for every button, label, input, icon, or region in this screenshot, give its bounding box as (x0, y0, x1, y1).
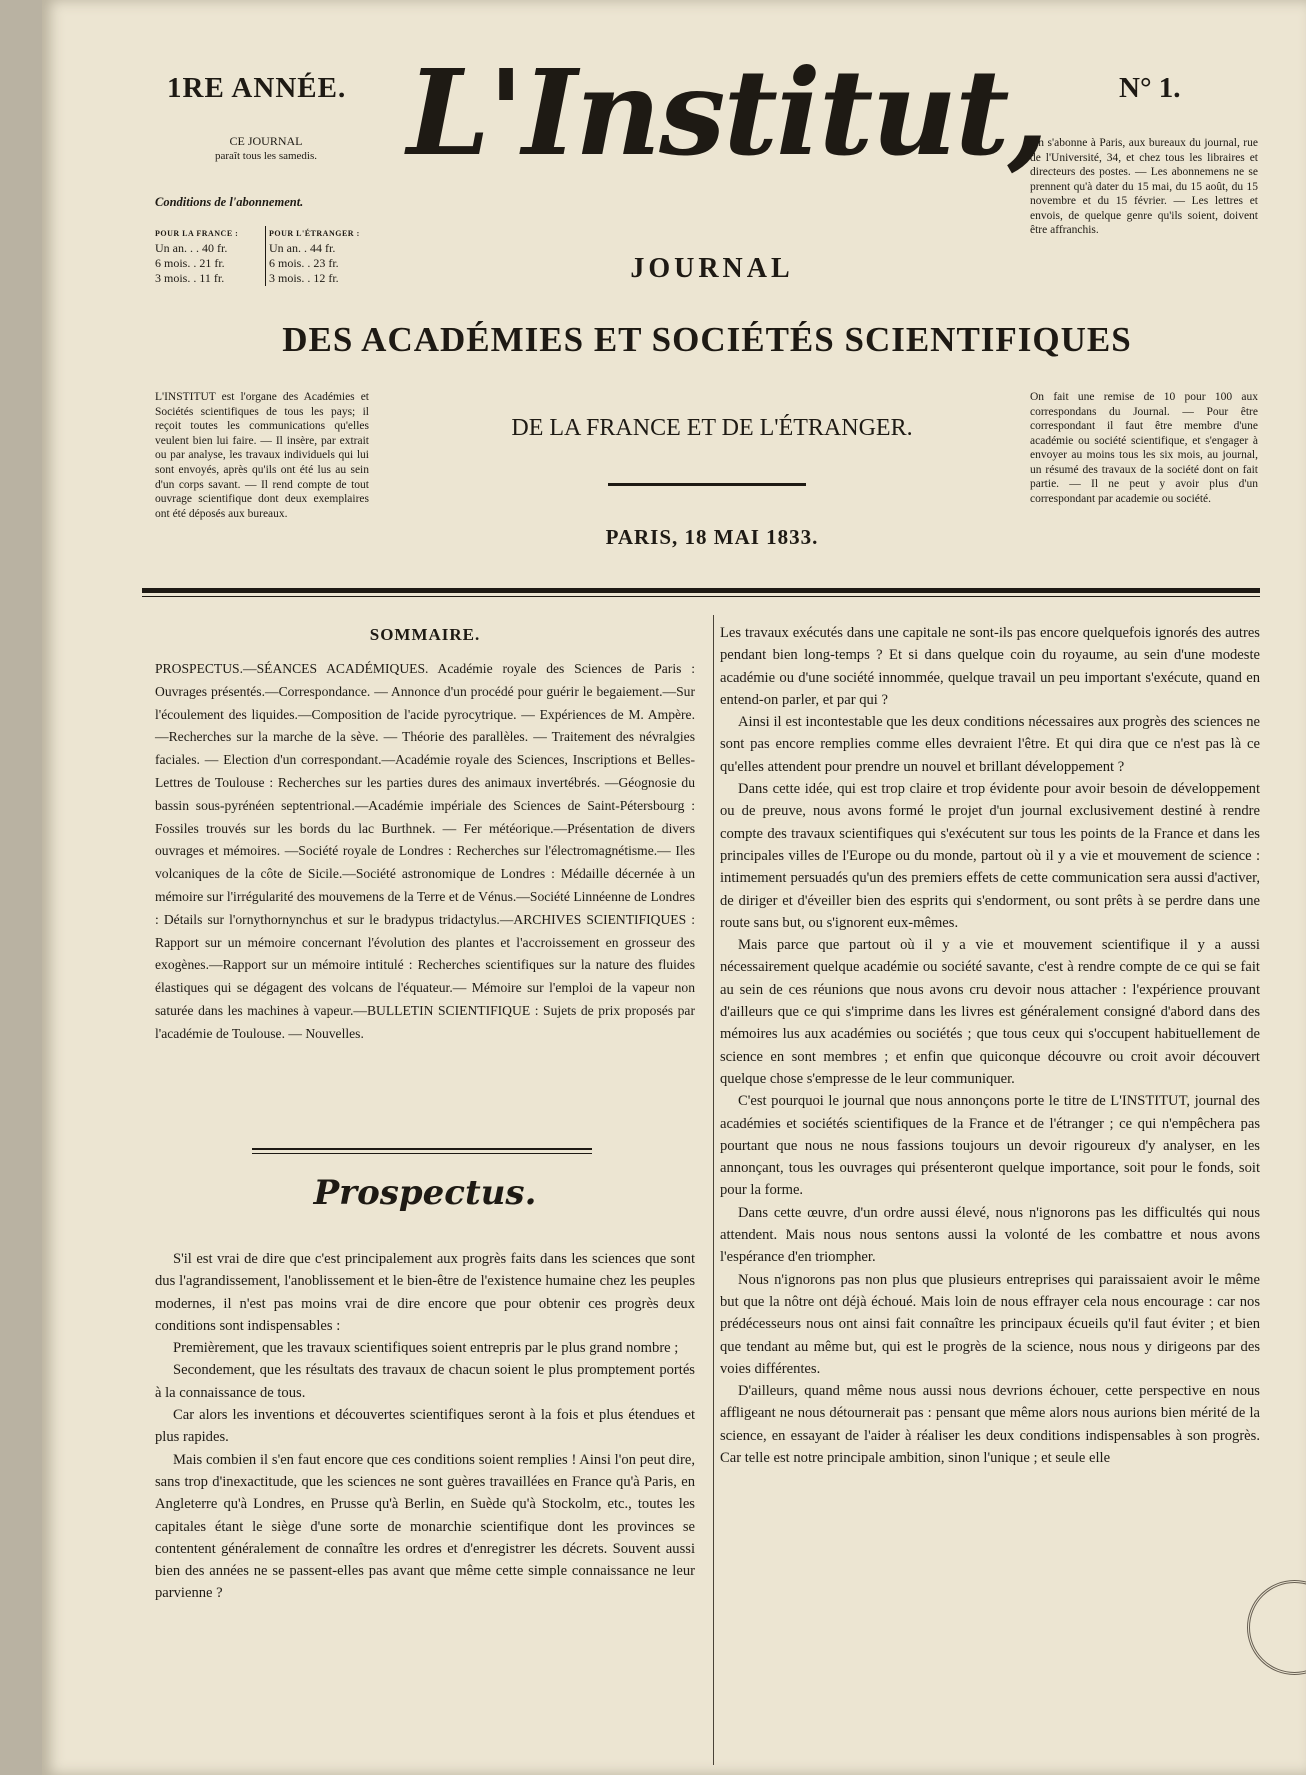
column-divider (713, 615, 714, 1765)
subheadline: DE LA FRANCE ET DE L'ÉTRANGER. (511, 415, 913, 441)
short-separator (608, 483, 806, 486)
prospectus-paragraph: Premièrement, que les travaux scientifiques soient entrepris par le plus grand nombre ; (173, 1340, 679, 1357)
france-header: POUR LA FRANCE : (155, 229, 239, 238)
correspondent-info: On fait une remise de 10 pour 100 aux correspondans du Journal. — Pour être correspondant il faut être membre d'une académie ou société scientifique, et s'engager à envoyer au moins tous les six mois, au journal, un résumé des travaux de la société dont on fait partie. — Il ne peut y avoir plus d'un correspondant par academie ou société. (1030, 391, 1258, 505)
sommaire-title: SOMMAIRE. (369, 625, 481, 644)
prospectus-paragraph: Car alors les inventions et découvertes scientifiques seront à la fois et plus étendues et plus rapides. (155, 1407, 695, 1446)
year-label: 1RE ANNÉE. (167, 72, 347, 104)
header-rule-thick (142, 588, 1260, 593)
prospectus-paragraph: S'il est vrai de dire que c'est principalement aux progrès faits dans les sciences que sont dus l'agrandissement, l'anoblissement et le bien-être de l'existence humaine chez les peuples modernes, il n'est pas moins vrai de dire encore que pour obtenir ces progrès deux conditions sont indispensables : (155, 1251, 695, 1334)
headline: DES ACADÉMIES ET SOCIÉTÉS SCIENTIFIQUES (282, 320, 1132, 359)
article-paragraph: Nous n'ignorons pas non plus que plusieurs entreprises qui paraissaient avoir le même but que la nôtre ont déjà échoué. Mais loin de nous effrayer cela nous encourage : car nos prédécesseurs nous ont ainsi fait connaître les principaux écueils qu'il faut éviter ; et bien que tendant au même but, qui est le progrès de la science, nous nous y dirigeons par des voies différentes. (720, 1271, 1260, 1377)
france-row: 3 mois. . 11 fr. (155, 271, 225, 285)
article-paragraph: Dans cette œuvre, d'un ordre aussi élevé, nous n'ignorons pas les difficultés qui nous attendent. Mais nous nous sentons aussi la volonté de les combattre et nous avons l'espérance d'en triompher. (720, 1204, 1260, 1266)
library-stamp (1247, 1580, 1306, 1675)
subscription-table (155, 226, 377, 286)
issue-date: PARIS, 18 MAI 1833. (605, 525, 819, 549)
masthead-title: L'Institut, (407, 43, 1047, 182)
article-paragraph: C'est pourquoi le journal que nous annonçons porte le titre de L'INSTITUT, journal des académies et sociétés scientifiques de la France et de l'étranger ; ce qui n'empêchera pas pourtant que nous ne nous fassions toujours un devoir rigoureux d'y analyser, en les annonçant, tous les ouvrages qui présenteront quelque importance, soit pour le fonds, soit pour la forme. (720, 1093, 1260, 1199)
france-row: 6 mois. . 21 fr. (155, 256, 225, 270)
journal-line-2: paraît tous les samedis. (214, 150, 318, 162)
etranger-header: POUR L'ÉTRANGER : (269, 229, 360, 238)
issue-number: N° 1. (1119, 72, 1181, 104)
header-rule-thin (142, 596, 1260, 597)
article-paragraph: D'ailleurs, quand même nous aussi nous devrions échouer, cette perspective en nous affligeant ne nous détournerait pas : pensant que même alors nous aurions bien mérité de la science, en essayant de l'aider à réaliser les deux conditions indispensables à son progrès. Car telle est notre principale ambition, sinon l'unique ; et seule elle (720, 1383, 1260, 1466)
article-paragraph: Les travaux exécutés dans une capitale ne sont-ils pas encore quelquefois ignorés des autres pendant bien long-temps ? Et si dans quelque coin du royaume, au sein d'une modeste académie ou d'une société innommée, quelque travail un peu important s'exécute, quand en entend-on parler, et par qui ? (720, 625, 1260, 708)
article-paragraph: Mais parce que partout où il y a vie et mouvement scientifique il y a aussi nécessairement quelque académie ou société savante, c'est à rendre compte de ce qui se fait au sein de ces réunions que nous avons cru devoir nous attacher : l'expérience prouvant d'ailleurs que ce qui s'imprime dans les livres est généralement consigné d'abord dans des mémoires lus aux académies ou sociétés ; que tous ceux qui s'occupent habituellement de science en sont membres ; et enfin que quiconque découvre ou croit avoir découvert quelque chose s'empresse de le leur communiquer. (720, 937, 1260, 1087)
prospectus-paragraph: Mais combien il s'en faut encore que ces conditions soient remplies ! Ainsi l'on peut dire, sans trop d'inexactitude, que les sciences ne sont guères travaillées en France qu'à Paris, en Angleterre qu'à Londres, en Prusse qu'à Berlin, en Suède qu'à Stockolm, etc., toutes les capitales étant le siège d'une sorte de monarchie scientifique dont les provinces se contentent généralement de connaître les ordres et d'enregistrer les décrets. Souvent aussi bien des années ne se passent-elles pas avant que même cette simple connaissance ne leur parvienne ? (155, 1451, 695, 1602)
journal-word: JOURNAL (630, 253, 794, 284)
etranger-row: Un an. . 44 fr. (269, 241, 336, 255)
prospectus-body (155, 1248, 695, 1605)
prospectus-paragraph: Secondement, que les résultats des travaux de chacun soient le plus promptement portés à la connaissance de tous. (155, 1362, 695, 1401)
etranger-column (266, 226, 377, 286)
etranger-row: 6 mois. . 23 fr. (269, 256, 339, 270)
journal-line-1: CE JOURNAL (229, 134, 303, 148)
etranger-row: 3 mois. . 12 fr. (269, 271, 339, 285)
article-paragraph: Dans cette idée, qui est trop claire et trop évidente pour avoir besoin de développement ou de preuve, nous avons formé le projet d'un journal exclusivement destiné à rendre compte des travaux scientifiques qui s'exécutent sur tous les points de la France et dans les principales villes de l'Europe ou du monde, partout où il y a vie et mouvement de science : intimement persuadés qu'un des premiers effets de cette communication sera aussi d'activer, de diriger et d'éveiller bien des esprits qui s'endorment, ou sont prêts à se perdre dans une route sans but, ou s'ignorent eux-mêmes. (720, 781, 1260, 931)
article-paragraph: Ainsi il est incontestable que les deux conditions nécessaires aux progrès des sciences ne sont pas encore remplies comme elles devraient l'être. Et qui dira que ce n'est pas là ce qu'elles attendent pour prendre un nouvel et brillant développement ? (720, 714, 1260, 775)
france-column (155, 226, 266, 286)
journal-frequency (155, 134, 377, 164)
newspaper-page (42, 0, 1306, 1775)
subscription-info: On s'abonne à Paris, aux bureaux du journal, rue de l'Université, 34, et chez tous les libraires et directeurs des postes. — Les abonnemens ne se prennent qu'à dater du 15 mai, du 15 août, du 15 novembre et du 15 février. — Les lettres et envois, de quelque genre qu'ils soient, doivent être affranchis. (1030, 137, 1258, 236)
sommaire-text (155, 658, 695, 1046)
about-institut: L'INSTITUT est l'organe des Académies et Sociétés scientifiques de tous les pays; il reçoit toutes les communications qu'elles veulent bien lui faire. — Il insère, par extrait ou par analyse, les travaux individuels qui lui sont envoyés, après qu'ils ont été lus au sein d'un corps savant. — Il rend compte de tout ouvrage scientifique dont deux exemplaires ont été déposés aux bureaux. (155, 391, 369, 520)
prospectus-title: Prospectus. (313, 1173, 537, 1213)
sommaire-paragraph: PROSPECTUS.—SÉANCES ACADÉMIQUES. Académie royale des Sciences de Paris : Ouvrages présentés.—Correspondance. — Annonce d'un procédé pour guérir le begaiement.—Sur l'écoulement des liquides.—Composition de l'acide pyrocytrique. — Expériences de M. Ampère. —Recherches sur la marche de la sève. — Théorie des parallèles. — Traitement des névralgies faciales. — Election d'un correspondant.—Académie royale des Sciences, Inscriptions et Belles-Lettres de Toulouse : Recherches sur les parties dures des animaux invertébrés. —Géognosie du bassin sous-pyrénéen septentrional.—Académie impériale des Sciences de Saint-Pétersbourg : Fossiles trouvés sur les bords du lac Burthnek. — Fer météorique.—Présentation de divers ouvrages et mémoires. —Société royale de Londres : Recherches sur l'électromagnétisme.— Iles volcaniques de la côte de Sicile.—Société astronomique de Londres : Médaille décernée à un mémoire sur l'irrégularité des mouvemens de la Terre et de Vénus.—Société Linnéenne de Londres : Détails sur l'ornythornynchus et sur le bradypus tridactylus.—ARCHIVES SCIENTIFIQUES : Rapport sur un mémoire concernant l'évolution des plantes et l'accroissement en grosseur des exogènes.—Rapport sur un mémoire intitulé : Recherches scientifiques sur la nature des fluides élastiques qui se dégagent des volcans de l'équateur.— Mémoire sur l'emploi de la vapeur non saturée dans les machines à vapeur.—BULLETIN SCIENTIFIQUE : Sujets de prix proposés par l'académie de Toulouse. — Nouvelles. (155, 661, 695, 1041)
france-row: Un an. . . 40 fr. (155, 241, 228, 255)
right-column-body (720, 622, 1260, 1469)
conditions-title: Conditions de l'abonnement. (155, 195, 304, 209)
prospectus-rule-thin (252, 1153, 592, 1154)
prospectus-rule-thick (252, 1148, 592, 1150)
